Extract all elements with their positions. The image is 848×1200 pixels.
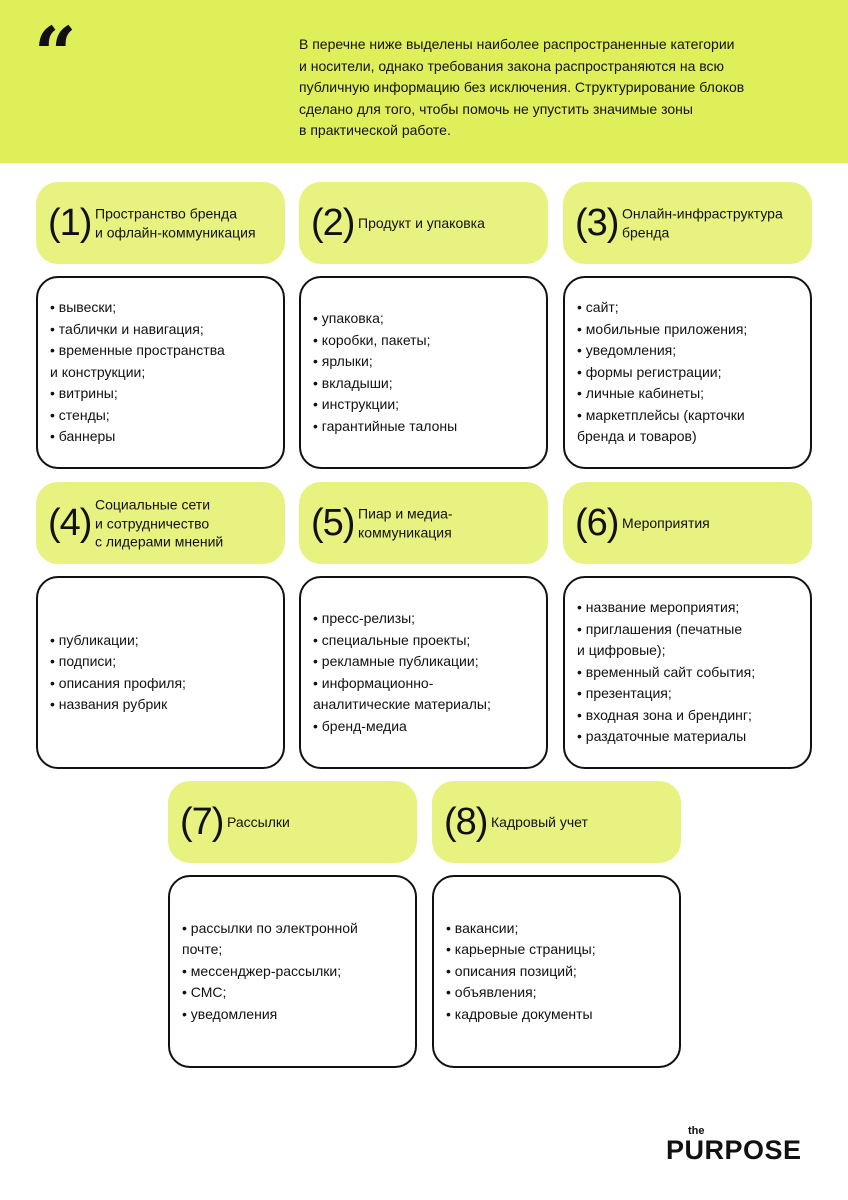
category-number: (6) <box>575 502 619 544</box>
list-item: • раздаточные материалы <box>577 728 747 745</box>
list-item: • упаковка; <box>313 310 384 326</box>
list-item: • витрины; <box>50 385 118 402</box>
category-title <box>95 495 275 551</box>
category-header <box>299 182 548 264</box>
category-items-card <box>36 276 285 469</box>
category-title-line: коммуникация <box>358 524 452 540</box>
list-item: • баннеры <box>50 428 116 445</box>
the-purpose-logo <box>666 1126 816 1168</box>
category-items-list <box>565 297 757 448</box>
list-item: аналитические материалы; <box>313 696 491 712</box>
category-items-list <box>170 918 368 1026</box>
category-header <box>36 182 285 264</box>
category-items-card <box>36 576 285 769</box>
category-items-card <box>168 875 417 1068</box>
category-title-line: и офлайн-коммуникация <box>95 224 256 240</box>
list-item: • формы регистрации; <box>577 363 722 380</box>
category-items-card <box>299 276 548 469</box>
intro-banner <box>0 0 848 163</box>
category-number: (3) <box>575 202 619 244</box>
category-title-line: и сотрудничество <box>95 514 210 531</box>
category-items-card <box>563 276 812 469</box>
intro-line: сделано для того, чтобы помочь не упустить значимые зоны <box>299 100 693 117</box>
list-item: • ярлыки; <box>313 353 373 369</box>
list-item: • бренд-медиа <box>313 717 407 734</box>
list-item: • рекламные публикации; <box>313 653 479 669</box>
list-item: • вкладыши; <box>313 374 393 391</box>
category-title <box>622 205 802 242</box>
logo-small-text: the <box>688 1125 705 1137</box>
list-item: • карьерные страницы; <box>446 941 596 958</box>
list-item: • пресс-релизы; <box>313 610 416 626</box>
list-item: • публикации; <box>50 631 139 648</box>
category-number: (2) <box>311 202 355 244</box>
list-item: и цифровые); <box>577 642 666 659</box>
intro-line: публичную информацию без исключения. Структурирование блоков <box>299 79 745 95</box>
list-item: • гарантийные талоны <box>313 417 458 434</box>
category-header <box>168 781 417 863</box>
list-item: • объявления; <box>446 984 537 1001</box>
list-item: • временные пространства <box>50 342 225 359</box>
category-header <box>432 781 681 863</box>
list-item: • специальные проекты; <box>313 631 471 648</box>
category-items-list <box>301 608 501 737</box>
list-item: и конструкции; <box>50 363 146 380</box>
category-title-line: с лидерами мнений <box>95 533 224 550</box>
category-title-line: бренда <box>622 224 670 240</box>
list-item: • название мероприятия; <box>577 599 740 616</box>
category-title-line: Пространство бренда <box>95 205 237 222</box>
logo-wordmark: PURPOSE <box>666 1135 802 1165</box>
list-item: • описания позиций; <box>446 962 577 979</box>
category-number: (4) <box>48 502 92 544</box>
category-items-list <box>38 297 235 448</box>
category-header <box>563 182 812 264</box>
list-item: • сайт; <box>577 299 619 316</box>
list-item: • вывески; <box>50 299 117 316</box>
list-item: бренда и товаров) <box>577 428 697 445</box>
intro-text <box>299 34 799 142</box>
category-title-line: Пиар и медиа- <box>358 505 453 522</box>
intro-line: и носители, однако требования закона распространяются на всю <box>299 57 725 74</box>
list-item: почте; <box>182 941 223 958</box>
list-item: • приглашения (печатные <box>577 620 743 637</box>
category-title <box>227 813 407 832</box>
list-item: • кадровые документы <box>446 1005 593 1022</box>
list-item: • презентация; <box>577 685 672 702</box>
quote-mark-icon: “ <box>34 12 77 98</box>
list-item: • входная зона и брендинг; <box>577 706 752 723</box>
category-number: (5) <box>311 502 355 544</box>
list-item: • уведомления <box>182 1005 278 1022</box>
list-item: • подписи; <box>50 653 117 669</box>
list-item: • информационно- <box>313 674 434 691</box>
category-title <box>358 214 538 233</box>
category-title-line: Социальные сети <box>95 496 211 513</box>
list-item: • мобильные приложения; <box>577 320 748 337</box>
category-items-list <box>565 597 765 748</box>
category-number: (1) <box>48 202 92 244</box>
list-item: • таблички и навигация; <box>50 320 204 337</box>
category-title-line: Рассылки <box>227 813 290 830</box>
list-item: • описания профиля; <box>50 674 186 691</box>
list-item: • коробки, пакеты; <box>313 331 431 348</box>
category-items-list <box>38 630 196 716</box>
list-item: • мессенджер-рассылки; <box>182 962 342 979</box>
category-title-line: Кадровый учет <box>491 813 588 830</box>
category-items-list <box>434 918 606 1026</box>
list-item: • инструкции; <box>313 396 400 412</box>
category-title-line: Онлайн-инфраструктура <box>622 205 783 222</box>
category-items-list <box>301 308 467 437</box>
category-header <box>563 482 812 564</box>
category-title <box>95 205 275 242</box>
category-title <box>491 813 671 832</box>
category-title-line: Продукт и упаковка <box>358 214 485 231</box>
category-title-line: Мероприятия <box>622 514 710 531</box>
category-items-card <box>299 576 548 769</box>
list-item: • вакансии; <box>446 919 519 936</box>
category-items-card <box>432 875 681 1068</box>
list-item: • СМС; <box>182 984 227 1001</box>
list-item: • уведомления; <box>577 342 677 359</box>
list-item: • названия рубрик <box>50 696 168 712</box>
list-item: • временный сайт события; <box>577 663 756 680</box>
category-title <box>358 505 538 542</box>
list-item: • стенды; <box>50 406 110 423</box>
category-header <box>36 482 285 564</box>
intro-line: В перечне ниже выделены наиболее распространенные категории <box>299 36 735 52</box>
category-number: (7) <box>180 801 224 843</box>
category-number: (8) <box>444 801 488 843</box>
list-item: • личные кабинеты; <box>577 385 705 402</box>
list-item: • маркетплейсы (карточки <box>577 406 745 423</box>
intro-line: в практической работе. <box>299 122 451 138</box>
category-items-card <box>563 576 812 769</box>
list-item: • рассылки по электронной <box>182 919 358 936</box>
category-header <box>299 482 548 564</box>
category-title <box>622 514 802 533</box>
